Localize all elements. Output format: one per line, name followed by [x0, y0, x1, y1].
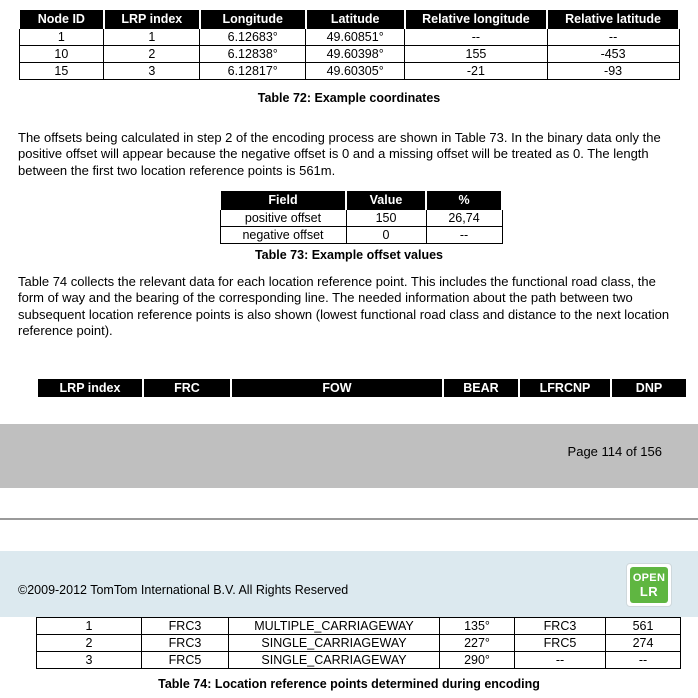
paragraph-location-reference-points: Table 74 collects the relevant data for each location reference point. This includes the functional road class, the form of way and the bearing of the corresponding line. The needed information about the path between two subsequent location reference points is also shown (lowest functional road class and distance to the next location reference point). [18, 274, 670, 338]
cell: SINGLE_CARRIAGEWAY [229, 652, 440, 669]
column-header-fow: FOW [231, 379, 443, 397]
cell: 26,74 [426, 210, 502, 227]
table-row [220, 227, 502, 244]
table-74-caption: Table 74: Location reference points determined during encoding [158, 677, 540, 691]
cell: -453 [547, 46, 679, 63]
cell: 10 [19, 46, 104, 63]
cell: 274 [606, 635, 681, 652]
column-header-relative-latitude: Relative latitude [547, 10, 679, 29]
cell: FRC3 [142, 635, 229, 652]
cell: 561 [606, 618, 681, 635]
cell: 2 [37, 635, 142, 652]
table-row [37, 635, 681, 652]
cell: FRC3 [142, 618, 229, 635]
column-header-frc: FRC [143, 379, 231, 397]
cell: 227° [440, 635, 515, 652]
cell: 49.60305° [306, 63, 405, 80]
openlr-logo [626, 563, 672, 607]
table-74-body-grid [36, 617, 681, 669]
cell: 1 [19, 29, 104, 46]
table-73 [219, 191, 503, 244]
table-row [19, 63, 679, 80]
cell: MULTIPLE_CARRIAGEWAY [229, 618, 440, 635]
cell: 15 [19, 63, 104, 80]
cell: 0 [346, 227, 426, 244]
table-header-row [220, 191, 502, 210]
cell: -- [515, 652, 606, 669]
table-74-header [36, 379, 688, 397]
cell: 3 [37, 652, 142, 669]
cell: -- [405, 29, 547, 46]
copyright-text: ©2009-2012 TomTom International B.V. All Rights Reserved [18, 583, 349, 597]
column-header-dnp: DNP [611, 379, 687, 397]
table-row [19, 29, 679, 46]
table-header-row [19, 10, 679, 29]
cell: 1 [37, 618, 142, 635]
paragraph-offsets: The offsets being calculated in step 2 of the encoding process are shown in Table 73. In the binary data only the positive offset will appear because the negative offset is 0 and a missing offset will be treated as 0. The length between the first two location reference points is 561m. [18, 130, 661, 178]
cell: 290° [440, 652, 515, 669]
cell: 150 [346, 210, 426, 227]
cell: 6.12683° [200, 29, 306, 46]
table-72-grid [18, 10, 680, 80]
cell: -93 [547, 63, 679, 80]
column-header-longitude: Longitude [200, 10, 306, 29]
cell: -- [547, 29, 679, 46]
cell: 49.60398° [306, 46, 405, 63]
cell: negative offset [220, 227, 346, 244]
table-row [37, 652, 681, 669]
cell: -- [426, 227, 502, 244]
cell: 135° [440, 618, 515, 635]
table-74-header-grid [36, 379, 688, 397]
column-header-value: Value [346, 191, 426, 210]
column-header-lrp-index: LRP index [37, 379, 143, 397]
cell: 6.12838° [200, 46, 306, 63]
cell: -- [606, 652, 681, 669]
cell: 6.12817° [200, 63, 306, 80]
page-number: Page 114 of 156 [567, 444, 662, 459]
column-header-lfrcnp: LFRCNP [519, 379, 611, 397]
openlr-logo-badge [630, 567, 668, 603]
table-73-grid [219, 191, 503, 244]
column-header-latitude: Latitude [306, 10, 405, 29]
cell: 3 [104, 63, 200, 80]
table-74-body [36, 617, 681, 669]
table-header-row [37, 379, 687, 397]
cell: FRC5 [142, 652, 229, 669]
table-72 [18, 10, 680, 80]
cell: 49.60851° [306, 29, 405, 46]
cell: 1 [104, 29, 200, 46]
openlr-logo-line2: LR [639, 583, 659, 599]
cell: 2 [104, 46, 200, 63]
table-row [220, 210, 502, 227]
column-header-field: Field [220, 191, 346, 210]
column-header-relative-longitude: Relative longitude [405, 10, 547, 29]
table-row [19, 46, 679, 63]
column-header-node-id: Node ID [19, 10, 104, 29]
table-row [37, 618, 681, 635]
cell: FRC5 [515, 635, 606, 652]
table-73-caption: Table 73: Example offset values [254, 248, 444, 262]
page-gap [0, 488, 698, 518]
cell: FRC3 [515, 618, 606, 635]
table-72-caption: Table 72: Example coordinates [257, 91, 441, 105]
openlr-logo-line1: OPEN [632, 571, 666, 584]
column-header-percent: % [426, 191, 502, 210]
column-header-bear: BEAR [443, 379, 519, 397]
cell: positive offset [220, 210, 346, 227]
cell: 155 [405, 46, 547, 63]
cell: SINGLE_CARRIAGEWAY [229, 635, 440, 652]
column-header-lrp-index: LRP index [104, 10, 200, 29]
cell: -21 [405, 63, 547, 80]
